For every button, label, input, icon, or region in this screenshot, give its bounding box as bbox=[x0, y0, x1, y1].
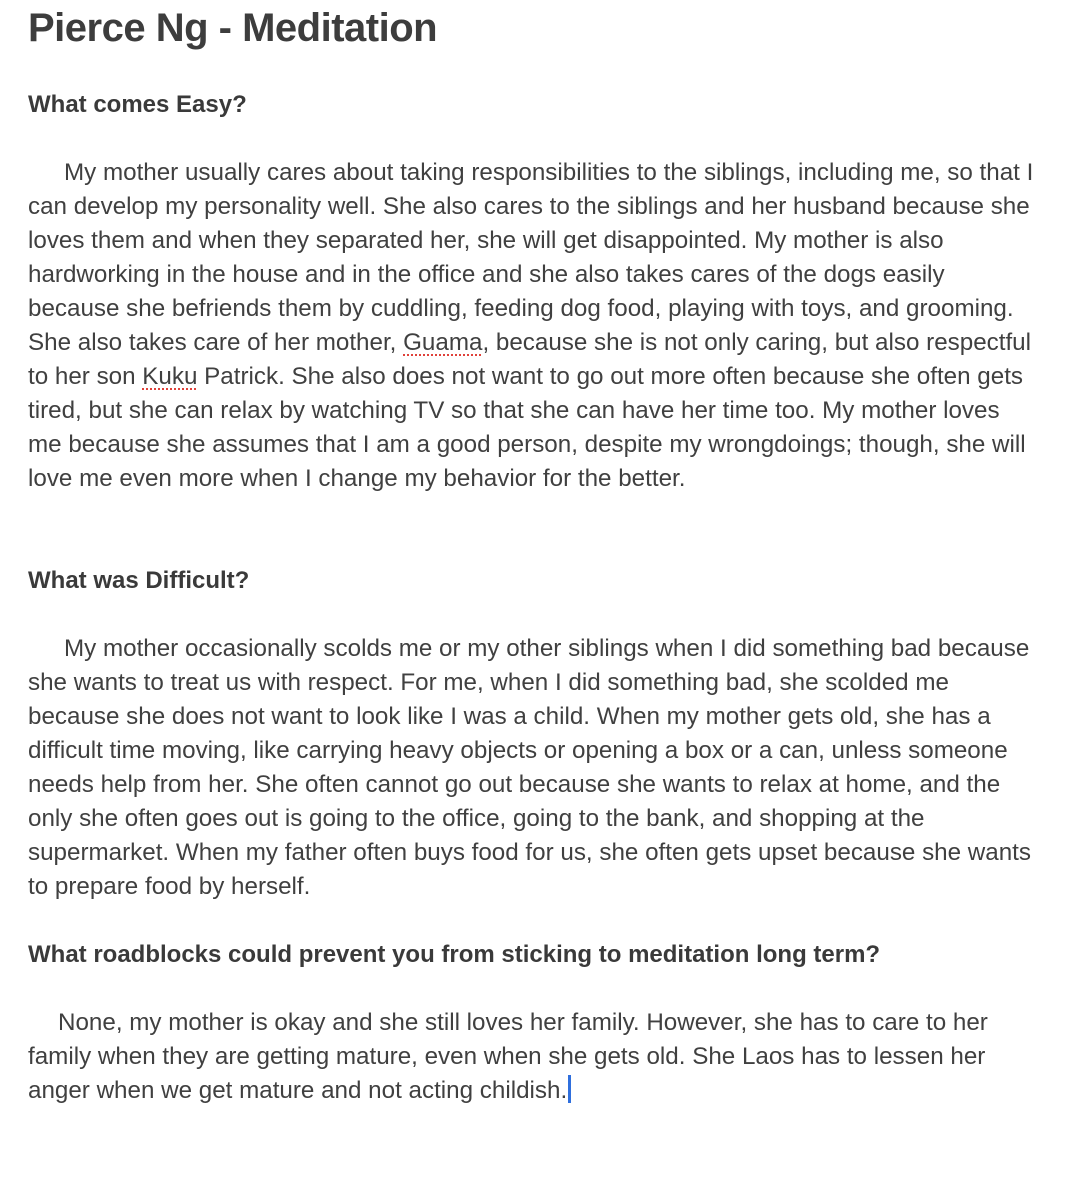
document-title[interactable]: Pierce Ng - Meditation bbox=[28, 6, 438, 50]
spacer bbox=[28, 904, 1038, 938]
section-body-easy[interactable] bbox=[28, 156, 1038, 496]
body-text: My mother usually cares about taking responsibilities to the siblings, including me, so that I can develop my personality well. She also cares to the siblings and her husband because she loves them and when they separated her, she will get disappointed. My mother is also hardworking in the house and in the office and she also takes cares of the dogs easily because she befriends them by cuddling, feeding dog food, playing with toys, and grooming. She also takes care of her mother, bbox=[28, 159, 1034, 356]
misspelled-word[interactable]: Guama bbox=[403, 329, 483, 356]
section-heading-difficult[interactable]: What was Difficult? bbox=[28, 567, 250, 594]
spacer bbox=[28, 598, 1038, 632]
spacer bbox=[28, 52, 1038, 88]
body-text: Patrick. She also does not want to go out more often because she often gets tired, but she can relax by watching TV so that she can have her time too. My mother loves me because she assumes that I am a good person, despite my wrongdoings; though, she will love me even more when I change my behavior for the better. bbox=[28, 363, 1026, 492]
section-heading-easy[interactable]: What comes Easy? bbox=[28, 91, 247, 118]
spacer bbox=[28, 496, 1038, 564]
section-body-roadblocks[interactable] bbox=[28, 1006, 1038, 1108]
body-text: , because she is not only caring, but also respectful to her son bbox=[28, 329, 1032, 390]
body-text: My mother occasionally scolds me or my other siblings when I did something bad because she wants to treat us with respect. For me, when I did something bad, she scolded me because she does not want to look like I was a child. When my mother gets old, she has a difficult time moving, like carrying heavy objects or opening a box or a can, unless someone needs help from her. She often cannot go out because she wants to relax at home, and the only she often goes out is going to the office, going to the bank, and shopping at the supermarket. When my father often buys food for us, she often gets upset because she wants to prepare food by herself. bbox=[28, 635, 1031, 900]
spacer bbox=[28, 122, 1038, 156]
text-caret bbox=[568, 1075, 571, 1103]
spacer bbox=[28, 972, 1038, 1006]
section-body-difficult[interactable] bbox=[28, 632, 1038, 904]
section-heading-roadblocks[interactable]: What roadblocks could prevent you from sticking to meditation long term? bbox=[28, 941, 881, 968]
body-text: None, my mother is okay and she still loves her family. However, she has to care to her family when they are getting mature, even when she gets old. She Laos has to lessen her anger when we get mature and not acting childish. bbox=[28, 1009, 988, 1104]
misspelled-word[interactable]: Kuku bbox=[142, 363, 198, 390]
